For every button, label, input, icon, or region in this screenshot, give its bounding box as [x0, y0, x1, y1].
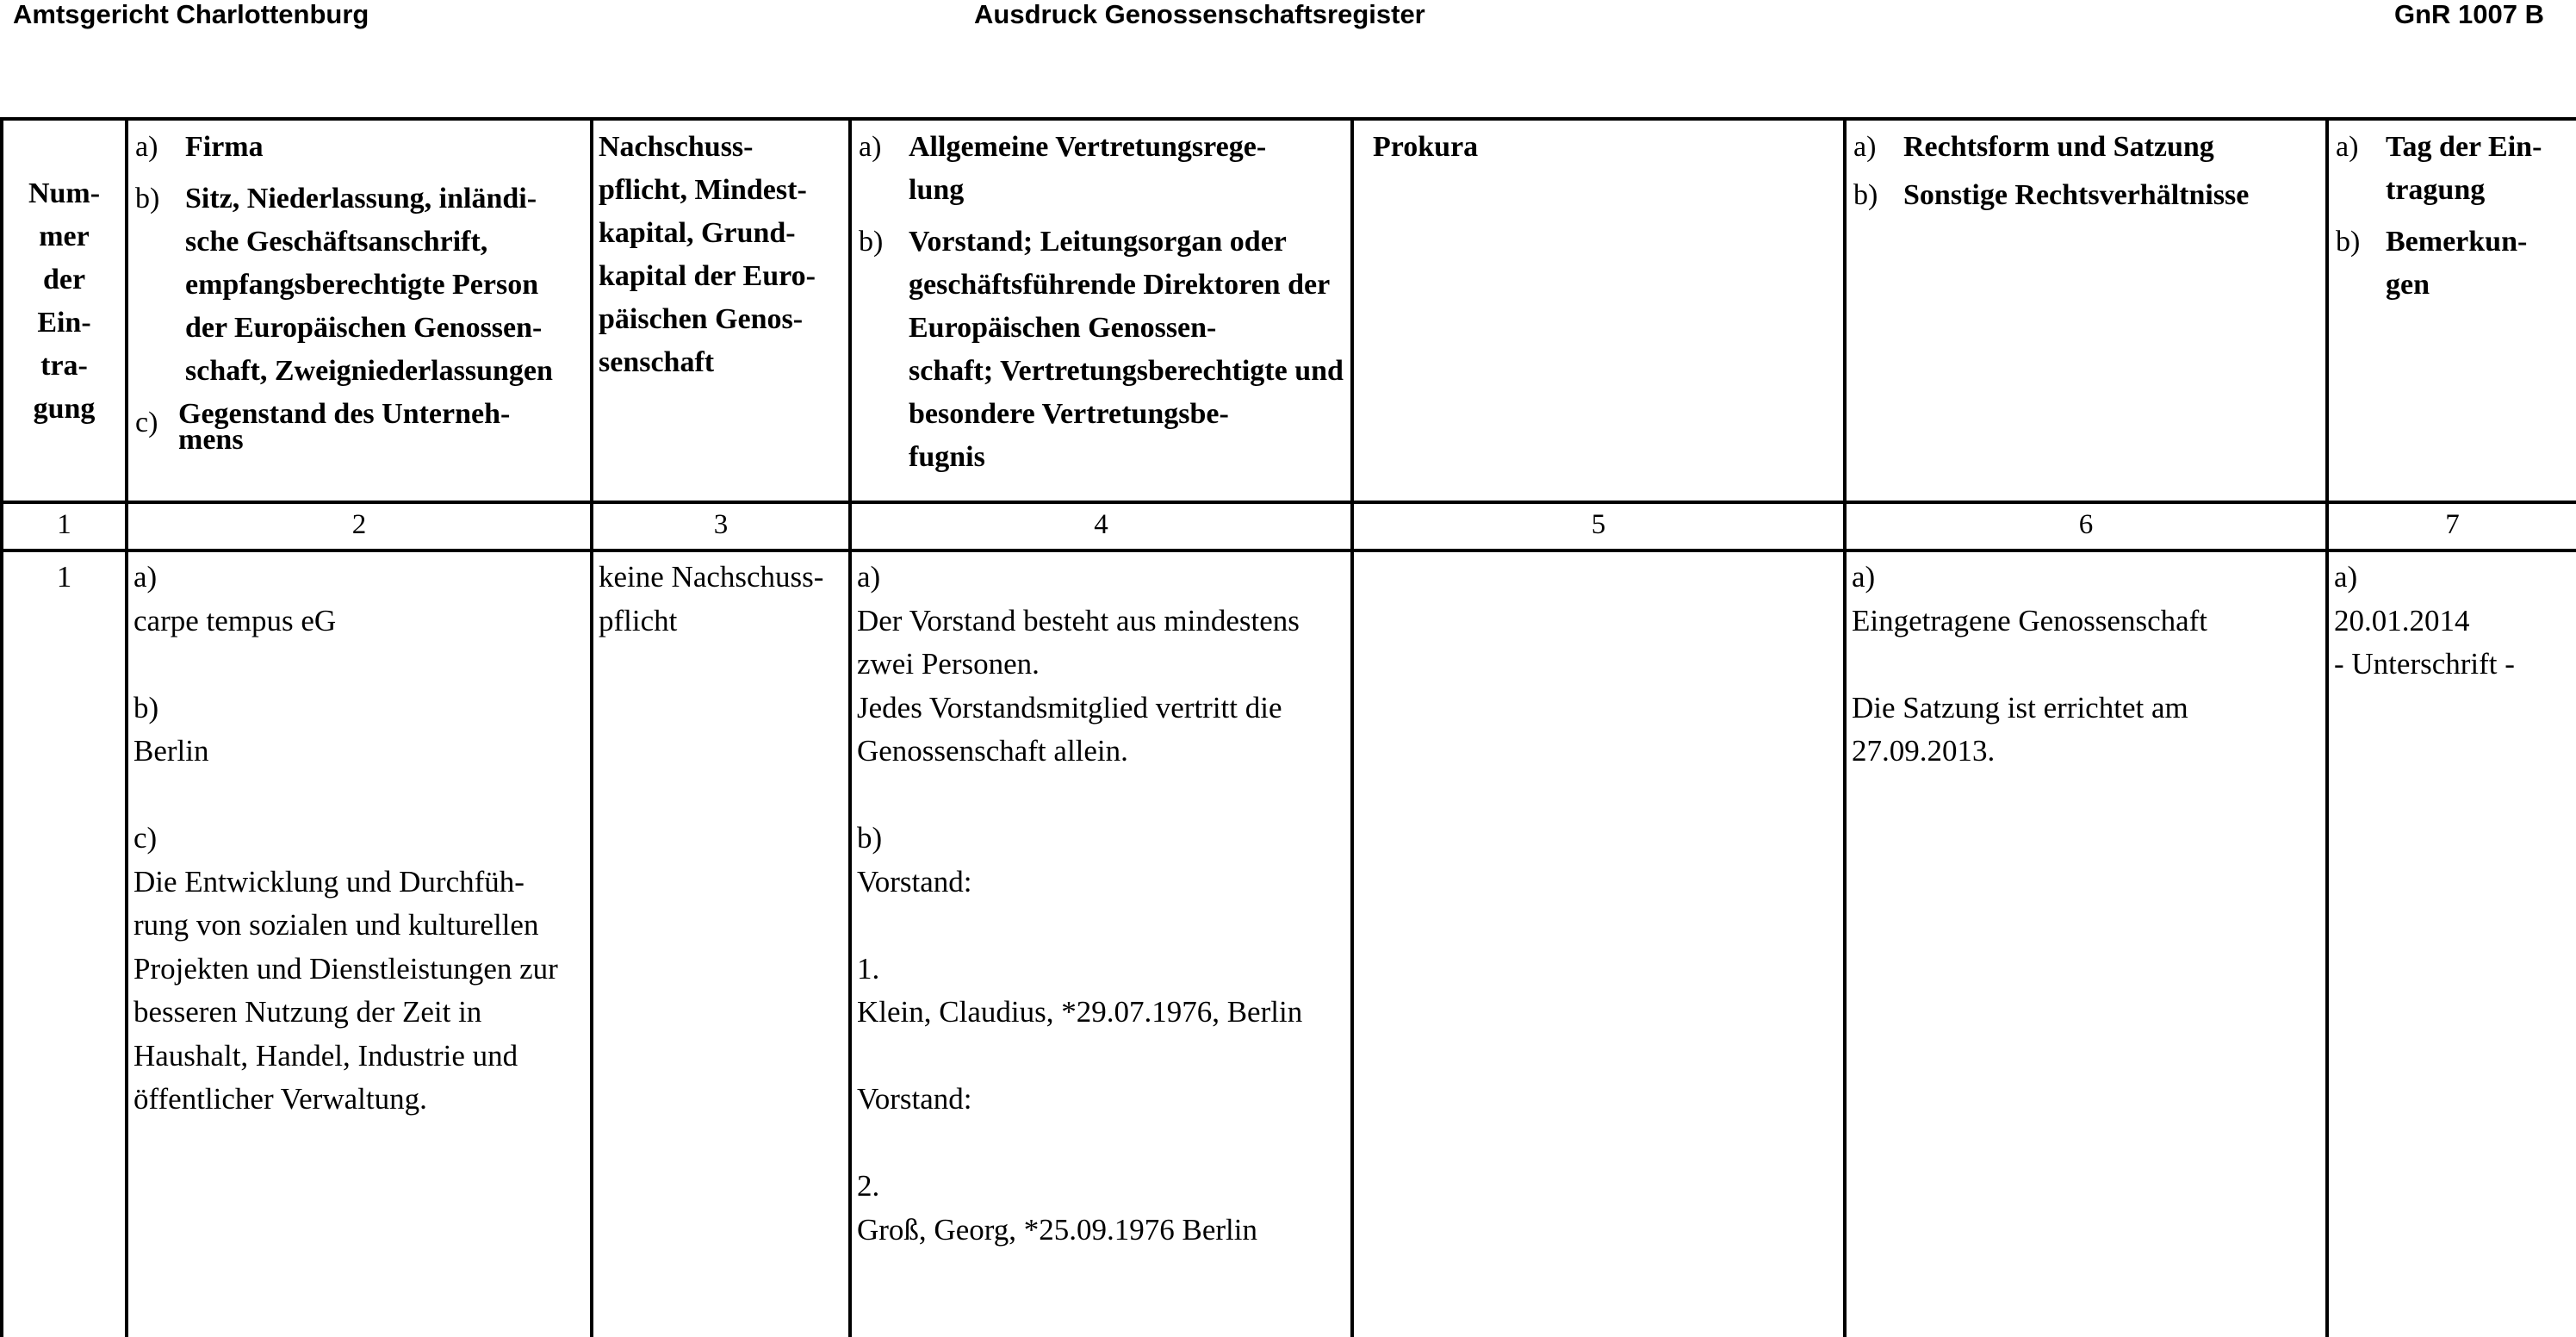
document-title: Ausdruck Genossenschaftsregister [974, 0, 1425, 29]
column-number: 2 [127, 502, 592, 550]
header-col-7 [2327, 119, 2576, 502]
header-item [859, 126, 1344, 212]
court-name: Amtsgericht Charlottenburg [13, 0, 369, 29]
column-number: 7 [2327, 502, 2576, 550]
entry-vertretung-text: a) Der Vorstand besteht aus mindestens zwei Personen. Jedes Vorstandsmitglied vertritt die Genossenschaft allein. b) Vorstand: 1. Klein, Claudius, *29.07.1976, Berlin Vorstand: 2. Groß, Georg, *25.09.1976 Berlin [857, 560, 1303, 1247]
header-item [135, 126, 583, 169]
entry-prokura-text [1354, 552, 1843, 556]
header-item [2336, 221, 2569, 307]
entry-cell-eintragung [2327, 550, 2576, 1337]
entry-number: 1 [56, 560, 72, 594]
entry-cell-nachschuss [592, 550, 850, 1337]
header-item [135, 177, 583, 393]
header-col-1 [2, 119, 127, 502]
item-text: Gegenstand des Unterneh- mens [178, 398, 511, 456]
item-letter: b) [135, 183, 160, 215]
header-item [859, 221, 1344, 479]
entry-cell-vertretung [850, 550, 1352, 1337]
column-number: 4 [850, 502, 1352, 550]
item-letter: b) [1853, 179, 1878, 211]
header-item [1853, 174, 2318, 217]
item-text: Sonstige Rechtsverhältnisse [1903, 179, 2250, 211]
item-text: Rechtsform und Satzung [1903, 131, 2214, 163]
header-item [2336, 126, 2569, 212]
header-row [2, 119, 2576, 502]
header-item [135, 398, 583, 456]
header-col-3 [592, 119, 850, 502]
header-col-4 [850, 119, 1352, 502]
item-text: Allgemeine Vertretungsrege- lung [909, 131, 1267, 206]
entry-rechtsform-text: a) Eingetragene Genossenschaft Die Satzung ist errichtet am 27.09.2013. [1852, 560, 2208, 768]
header-prokura: Prokura [1373, 131, 1479, 163]
item-text: Firma [185, 131, 264, 163]
entry-cell-prokura [1352, 550, 1845, 1337]
page-header [0, 0, 2576, 34]
item-letter: a) [1853, 131, 1877, 163]
item-text: Bemerkun- gen [2386, 226, 2528, 301]
item-letter: c) [135, 407, 158, 438]
header-col-6 [1845, 119, 2327, 502]
column-number: 3 [592, 502, 850, 550]
entry-row [2, 550, 2576, 1337]
header-nachschuss: Nachschuss- pflicht, Mindest- kapital, Grund- kapital der Euro- päischen Genos- senschaft [599, 131, 816, 378]
register-table [0, 117, 2576, 1337]
entry-eintragung-text: a) 20.01.2014 - Unterschrift - [2334, 560, 2515, 681]
entry-cell-firma [127, 550, 592, 1337]
entry-nachschuss-text: keine Nachschuss- pflicht [599, 560, 824, 637]
column-number: 1 [2, 502, 127, 550]
item-text: Vorstand; Leitungsorgan oder geschäftsführende Direktoren der Europäischen Genossen- schaft; Vertretungsberechtigte und besondere Vertretungsbe- fugnis [909, 226, 1344, 473]
column-number: 5 [1352, 502, 1845, 550]
header-item [1853, 126, 2318, 169]
item-text: Sitz, Niederlassung, inländi- sche Geschäftsanschrift, empfangsberechtigte Person der Europäischen Genossen- schaft, Zweigniederlassungen [185, 183, 553, 387]
item-text: Tag der Ein- tragung [2386, 131, 2542, 206]
header-entry-number: Num- mer der Ein- tra- gung [28, 177, 101, 425]
item-letter: a) [859, 131, 882, 163]
header-col-5 [1352, 119, 1845, 502]
item-letter: b) [859, 226, 884, 258]
entry-cell-rechtsform [1845, 550, 2327, 1337]
entry-cell-number [2, 550, 127, 1337]
entry-firma-text: a) carpe tempus eG b) Berlin c) Die Entwicklung und Durchfüh- rung von sozialen und kulturellen Projekten und Dienstleistungen zur besseren Nutzung der Zeit in Haushalt, Handel, Industrie und öffentlicher Verwaltung. [133, 560, 558, 1116]
register-number: GnR 1007 B [2393, 0, 2544, 29]
item-letter: a) [135, 131, 158, 163]
item-letter: a) [2336, 131, 2359, 163]
column-number-row [2, 502, 2576, 550]
header-col-2 [127, 119, 592, 502]
column-number: 6 [1845, 502, 2327, 550]
item-letter: b) [2336, 226, 2361, 258]
